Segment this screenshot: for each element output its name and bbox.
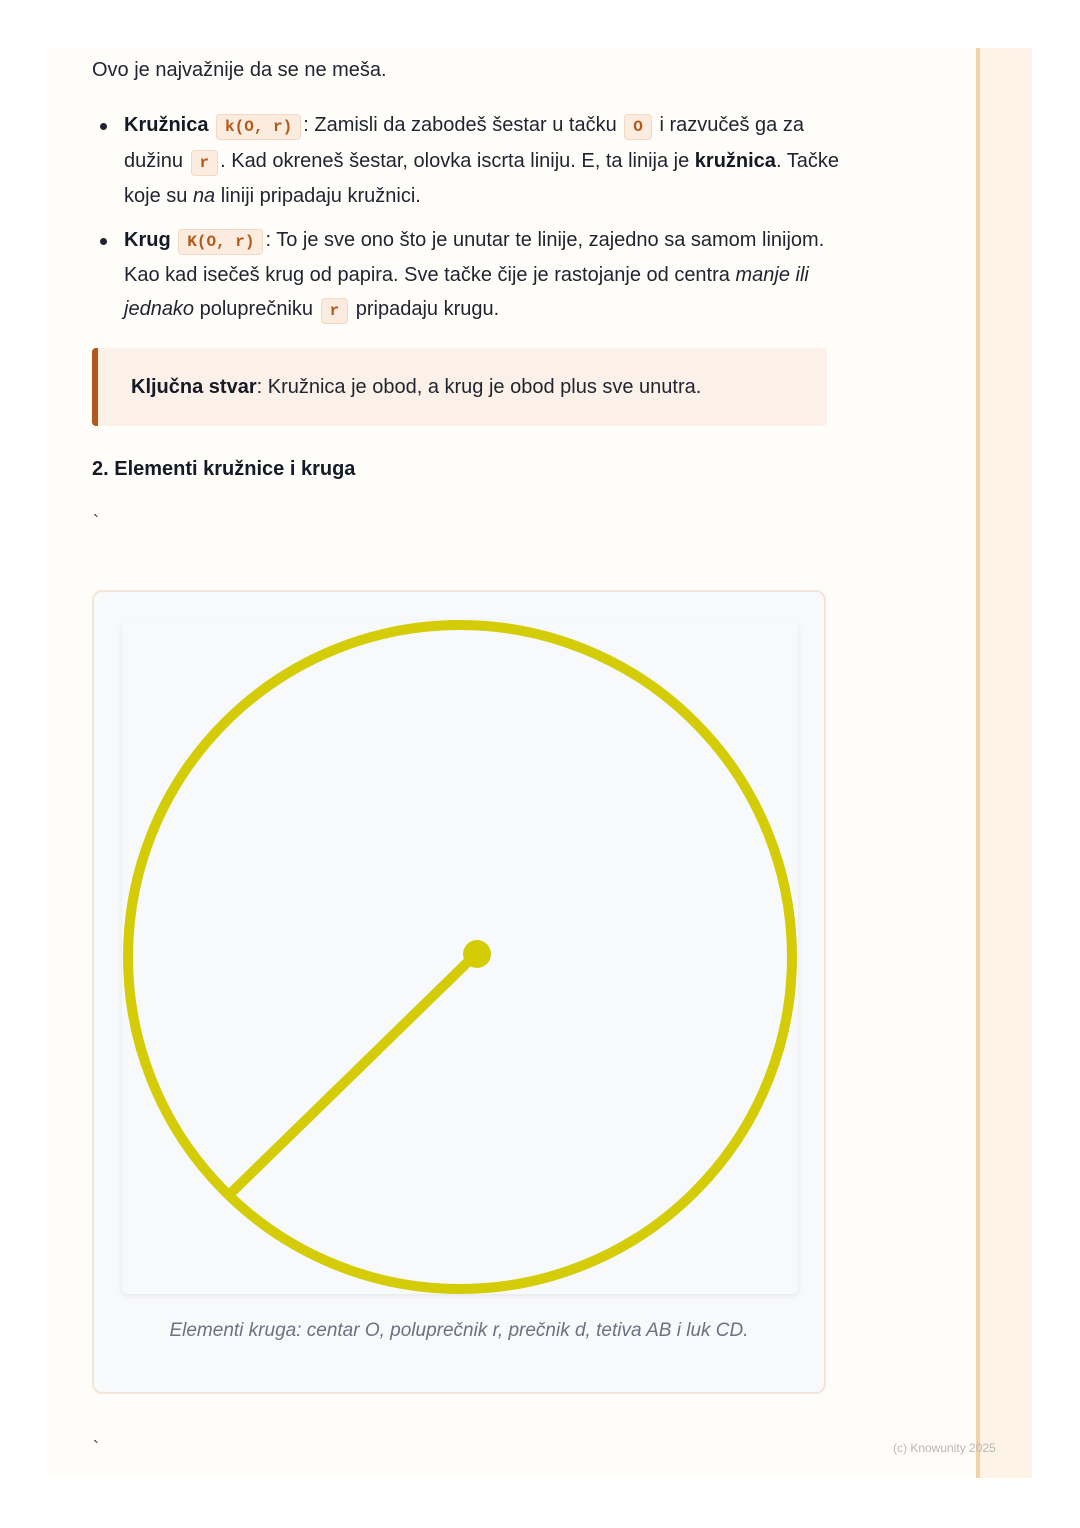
stray-backtick: ` <box>93 512 99 532</box>
circle-outline <box>128 625 792 1289</box>
stray-backtick: ` <box>93 1438 99 1458</box>
circle-diagram <box>122 620 798 1294</box>
section-heading: 2. Elementi kružnice i kruga <box>92 458 356 480</box>
intro-paragraph: Ovo je najvažnije da se ne meša. <box>92 59 387 81</box>
notation-code: K(O, r) <box>178 229 263 255</box>
definition-kruznica: Kružnica k(O, r) : Zamisli da zabodeš šestar u tačku O i razvučeš ga za dužinu r . Kad okreneš šestar, olovka iscrta liniju. E, ta linija je kružnica. Tačke koje su na liniji pripadaju kružnici. <box>124 109 864 214</box>
notation-code: k(O, r) <box>216 114 301 140</box>
page-side-strip <box>976 48 1032 1478</box>
term: Kružnica <box>124 114 209 136</box>
radius-code: r <box>321 298 349 324</box>
definition-krug: Krug K(O, r) : To je sve ono što je unutar te linije, zajedno sa samom linijom. Kao kad isečeš krug od papira. Sve tačke čije je rastojanje od centra manje ili jednako poluprečniku r pripadaju krugu. <box>124 224 864 329</box>
radius-line <box>232 955 475 1192</box>
radius-code: r <box>191 150 219 176</box>
circle-figure <box>92 590 826 1394</box>
callout-label: Ključna stvar <box>131 375 257 398</box>
center-code: O <box>624 114 652 140</box>
definitions-list <box>92 109 864 338</box>
figure-caption: Elementi kruga: centar O, poluprečnik r, prečnik d, tetiva AB i luk CD. <box>169 1320 749 1341</box>
center-point <box>463 940 491 968</box>
callout-text: : Kružnica je obod, a krug je obod plus sve unutra. <box>256 375 702 398</box>
term: Krug <box>124 228 171 251</box>
circle-svg <box>122 620 798 1294</box>
key-point-callout <box>92 348 827 426</box>
copyright-footer: (c) Knowunity 2025 <box>893 1441 996 1455</box>
